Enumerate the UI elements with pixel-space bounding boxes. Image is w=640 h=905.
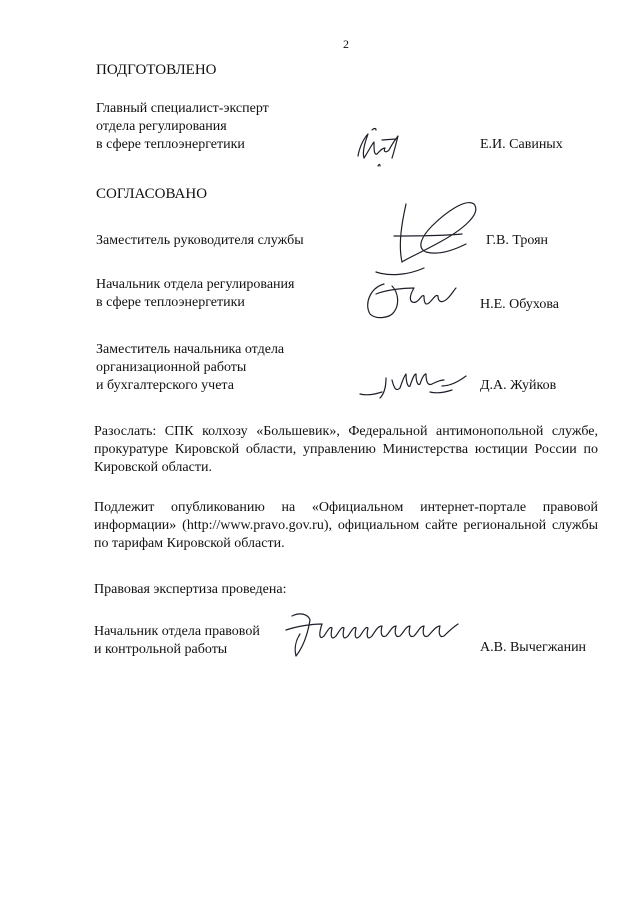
distribution-list: Разослать: СПК колхозу «Большевик», Федеральной антимонопольной службе, прокуратуре Кировской области, управлению Министерства юстиции России по Кировской области. bbox=[94, 424, 598, 475]
prepared-heading: ПОДГОТОВЛЕНО bbox=[96, 62, 217, 78]
approver-2-name: Н.Е. Обухова bbox=[480, 297, 559, 312]
prepared-role-line-1: Главный специалист-эксперт bbox=[96, 101, 269, 116]
approver-1-role-line-1: Заместитель руководителя службы bbox=[96, 233, 304, 248]
approver-3-role-line-3: и бухгалтерского учета bbox=[96, 378, 234, 393]
approved-heading: СОГЛАСОВАНО bbox=[96, 186, 208, 202]
legal-review-role-line-2: и контрольной работы bbox=[94, 642, 228, 657]
signature-vychegzhanin bbox=[278, 608, 462, 662]
prepared-role-line-2: отдела регулирования bbox=[96, 119, 227, 134]
approver-3-name: Д.А. Жуйков bbox=[480, 378, 557, 393]
approver-2-role-line-2: в сфере теплоэнергетики bbox=[96, 295, 245, 310]
signature-troyan bbox=[366, 196, 490, 282]
page-number: 2 bbox=[343, 37, 349, 51]
legal-review-name: А.В. Вычегжанин bbox=[480, 640, 587, 655]
legal-review-role-line-1: Начальник отдела правовой bbox=[94, 624, 260, 639]
signature-obukhova bbox=[362, 274, 458, 326]
publication-note: Подлежит опубликованию на «Официальном интернет-портале правовой информации» (http://www.pravo.gov.ru), официальном сайте региональной службы по тарифам Кировской области. bbox=[94, 500, 598, 551]
signature-savinykh bbox=[352, 122, 408, 172]
signature-zhuykov bbox=[356, 364, 474, 404]
prepared-role-line-3: в сфере теплоэнергетики bbox=[96, 137, 245, 152]
approver-2-role-line-1: Начальник отдела регулирования bbox=[96, 277, 295, 292]
prepared-name: Е.И. Савиных bbox=[480, 137, 563, 152]
approver-3-role-line-1: Заместитель начальника отдела bbox=[96, 342, 285, 357]
legal-review-statement: Правовая экспертиза проведена: bbox=[94, 582, 287, 597]
approver-1-name: Г.В. Троян bbox=[486, 233, 549, 248]
approver-3-role-line-2: организационной работы bbox=[96, 360, 247, 375]
